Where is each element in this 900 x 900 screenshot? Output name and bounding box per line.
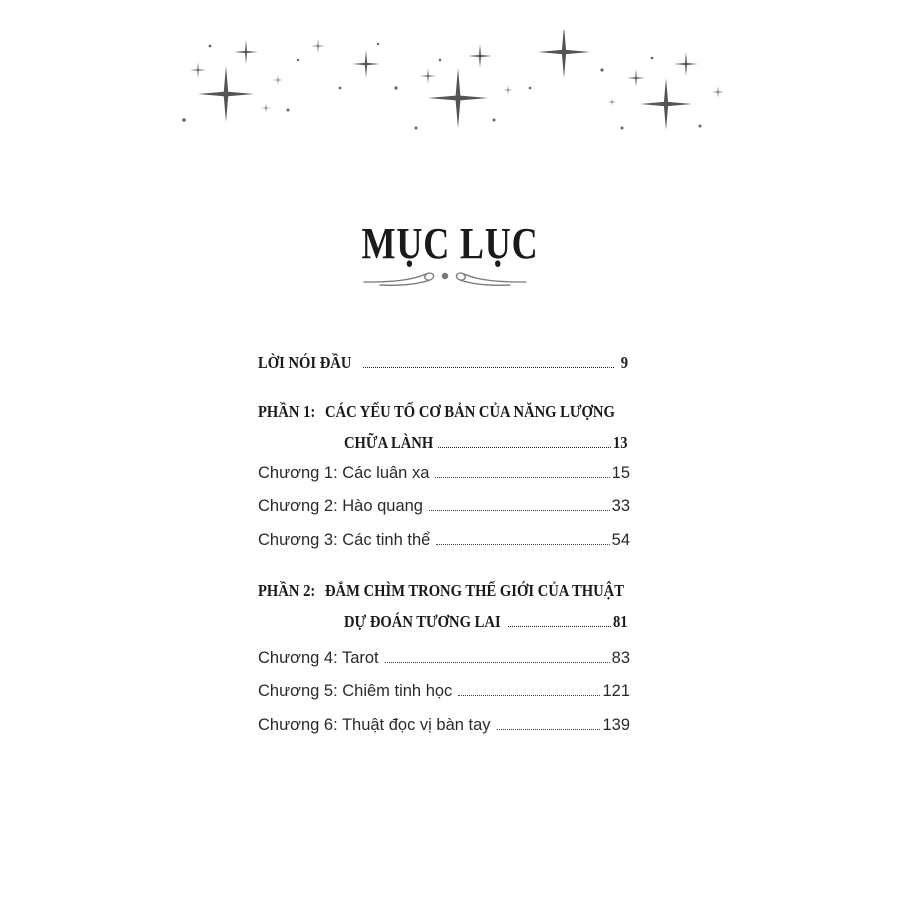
toc-entry-part2[interactable]	[258, 612, 630, 632]
chapter-label: Chương 4: Tarot	[258, 649, 379, 667]
toc-entry-part1[interactable]	[258, 433, 630, 453]
page-number: 81	[613, 612, 628, 631]
toc-entry-chapter-2[interactable]	[258, 497, 630, 516]
page-number: 15	[611, 464, 630, 482]
leader-dots	[508, 625, 611, 627]
chapter-label: Chương 6: Thuật đọc vị bàn tay	[258, 716, 491, 734]
page-number: 139	[602, 716, 630, 734]
part-label: PHẦN 1:	[258, 402, 316, 421]
toc-entry-chapter-5[interactable]	[258, 682, 630, 701]
leader-dots	[429, 509, 610, 511]
part-title: ĐẮM CHÌM TRONG THẾ GIỚI CỦA THUẬT	[324, 581, 624, 600]
chapter-label: Chương 2: Hào quang	[258, 497, 423, 515]
leader-dots	[436, 543, 609, 545]
leader-dots	[435, 476, 609, 478]
chapter-label: Chương 1: Các luân xa	[258, 464, 430, 482]
toc-part1-heading[interactable]	[258, 402, 630, 422]
page-number: 83	[611, 649, 630, 667]
leader-dots	[363, 366, 614, 368]
toc-part2-heading[interactable]	[258, 581, 630, 601]
toc-entry-chapter-1[interactable]	[258, 464, 630, 483]
part-title: CÁC YẾU TỐ CƠ BẢN CỦA NĂNG LƯỢNG	[324, 402, 615, 421]
leader-dots	[458, 694, 600, 696]
page-number: 54	[611, 531, 630, 549]
preface-label: LỜI NÓI ĐẦU	[258, 353, 352, 372]
page-number: 13	[613, 433, 628, 452]
part-label: PHẦN 2:	[258, 581, 316, 600]
page-title: MỤC LỤC	[361, 219, 539, 268]
toc-entry-preface[interactable]	[258, 353, 630, 373]
page-number: 121	[602, 682, 630, 700]
sparkle-stars-icon	[170, 30, 730, 140]
part-title: CHỮA LÀNH	[344, 433, 434, 452]
toc-entry-chapter-3[interactable]	[258, 531, 630, 550]
flourish-divider-icon	[360, 264, 530, 290]
part-title: DỰ ĐOÁN TƯƠNG LAI	[344, 612, 501, 631]
page-number: 33	[611, 497, 630, 515]
chapter-label: Chương 5: Chiêm tinh học	[258, 682, 453, 700]
toc-entry-chapter-6[interactable]	[258, 716, 630, 735]
leader-dots	[438, 446, 611, 448]
leader-dots	[385, 661, 610, 663]
chapter-label: Chương 3: Các tinh thể	[258, 531, 431, 549]
leader-dots	[497, 728, 601, 730]
page-number: 9	[620, 353, 629, 372]
toc-entry-chapter-4[interactable]	[258, 649, 630, 668]
